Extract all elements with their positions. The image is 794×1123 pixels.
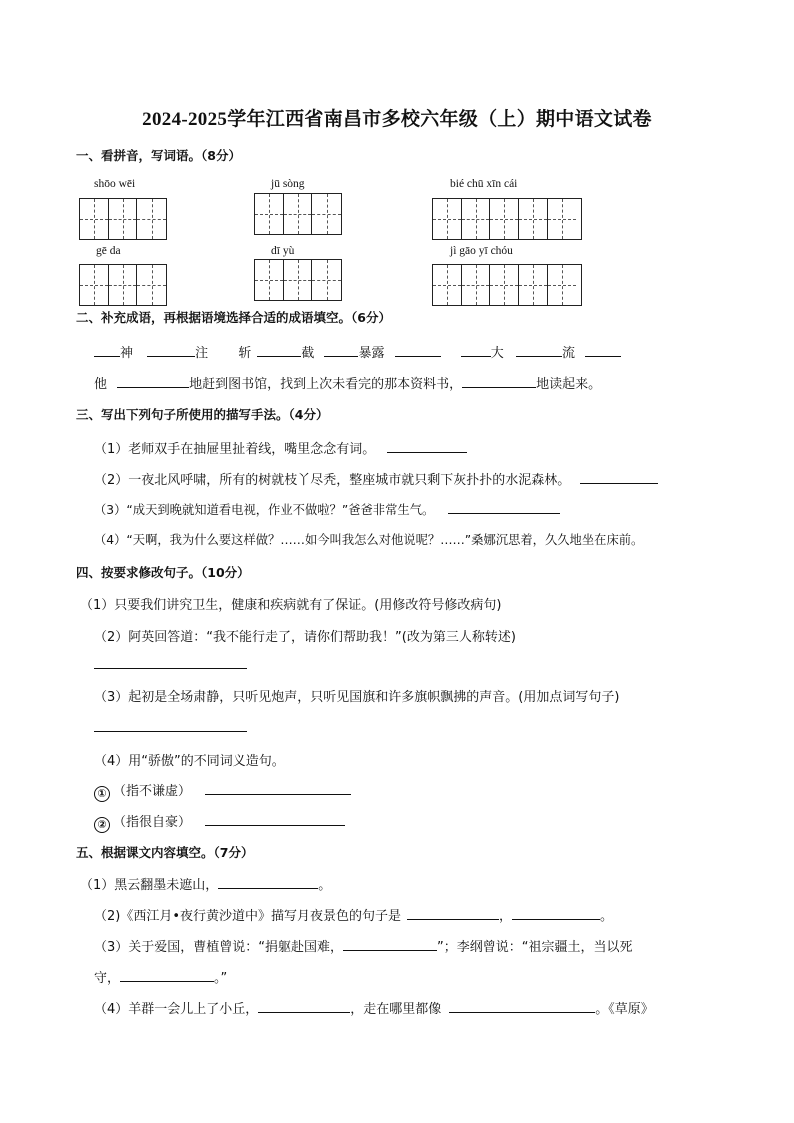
question-text: 。《草原》 [595, 1002, 654, 1017]
choice-text: （指很自豪） [113, 815, 192, 830]
writing-grid-1[interactable] [79, 198, 167, 240]
question-text: 。” [214, 971, 228, 986]
section-1-heading: 一、看拼音，写词语。（8分） [76, 148, 241, 163]
sentence-part: 地赶到图书馆，找到上次未看完的那本资料书， [189, 377, 463, 392]
section-5-heading: 五、根据课文内容填空。（7分） [76, 845, 254, 860]
blank[interactable] [516, 344, 562, 357]
pinyin-6: jì gāo yī chóu [450, 245, 513, 257]
blank[interactable] [461, 344, 491, 357]
question-text: （2）一夜北风呼啸，所有的树就枝丫尽秃，整座城市就只剩下灰扑扑的水泥森林。 [94, 473, 571, 488]
section-2-heading: 二、补充成语，再根据语境选择合适的成语填空。（6分） [76, 310, 391, 325]
idiom-char: 注 [195, 346, 209, 361]
s5-question-3-cont [94, 967, 227, 986]
answer-blank[interactable] [512, 907, 600, 920]
idiom-char: 流 [561, 346, 575, 361]
pinyin-1: shōo wēi [94, 178, 136, 190]
s5-question-1 [80, 874, 331, 893]
question-text: （1）黑云翻墨未遮山， [80, 878, 219, 893]
s4-choice-2 [94, 811, 345, 833]
answer-blank[interactable] [120, 969, 214, 982]
question-text: 。 [600, 909, 614, 924]
answer-blank[interactable] [343, 938, 437, 951]
blank[interactable] [395, 344, 441, 357]
writing-grid-4[interactable] [79, 264, 167, 306]
question-text: ， [499, 909, 513, 924]
question-text: ，走在哪里都像 [350, 1002, 442, 1017]
writing-grid-6[interactable] [432, 264, 582, 306]
idiom-char: 大 [490, 346, 504, 361]
s4-question-2: （2）阿英回答道：“我不能行走了，请你们帮助我！”(改为第三人称转述) [94, 630, 516, 645]
question-text: （3）关于爱国，曹植曾说：“捐躯赴国难， [94, 940, 344, 955]
answer-line[interactable] [94, 731, 247, 732]
choice-text: （指不谦虚） [113, 784, 192, 799]
sentence-part: 地读起来。 [536, 377, 602, 392]
circled-number: ① [94, 786, 110, 802]
blank[interactable] [147, 344, 195, 357]
answer-blank[interactable] [407, 907, 499, 920]
s5-question-3 [94, 936, 633, 955]
section-4-heading: 四、按要求修改句子。（10分） [76, 565, 250, 580]
idiom-row [94, 342, 621, 361]
idiom-char: 神 [120, 346, 134, 361]
answer-line[interactable] [94, 668, 247, 669]
answer-blank[interactable] [205, 782, 351, 795]
pinyin-4: gē da [96, 245, 121, 257]
sentence-part: 他 [94, 377, 108, 392]
pinyin-3: bié chū xīn cái [450, 178, 518, 190]
answer-blank[interactable] [218, 876, 318, 889]
blank[interactable] [324, 344, 358, 357]
exam-title: 2024-2025学年江西省南昌市多校六年级（上）期中语文试卷 [142, 109, 652, 130]
s5-question-4 [94, 998, 654, 1017]
s3-question-2 [94, 469, 658, 488]
answer-blank[interactable] [258, 1000, 350, 1013]
blank[interactable] [117, 375, 189, 388]
question-text: 。 [318, 878, 332, 893]
s4-question-1: （1）只要我们讲究卫生，健康和疾病就有了保证。(用修改符号修改病句) [80, 598, 502, 613]
question-text: ”；李纲曾说：“祖宗疆土，当以死 [437, 940, 633, 955]
s4-choice-1 [94, 780, 351, 802]
idiom-char: 暴露 [358, 346, 385, 361]
s4-question-3: （3）起初是全场肃静，只听见炮声，只听见国旗和许多旗帜飘拂的声音。(用加点词写句子) [94, 690, 620, 705]
answer-blank[interactable] [580, 471, 658, 484]
writing-grid-5[interactable] [254, 259, 342, 301]
question-text: （3）“成天到晚就知道看电视，作业不做啦？”爸爸非常生气。 [94, 503, 435, 517]
s3-question-4: （4）“天啊，我为什么要这样做？……如今叫我怎么对他说呢？……”桑娜沉思着，久久地坐在床前。 [94, 533, 644, 547]
s3-question-1 [94, 438, 467, 457]
section-3-heading: 三、写出下列句子所使用的描写手法。（4分） [76, 407, 329, 422]
blank[interactable] [462, 375, 536, 388]
idiom-context-sentence [94, 373, 601, 392]
answer-blank[interactable] [449, 1000, 595, 1013]
question-text: （1）老师双手在抽屉里扯着线，嘴里念念有词。 [94, 442, 376, 457]
blank[interactable] [257, 344, 301, 357]
blank[interactable] [94, 344, 120, 357]
answer-blank[interactable] [205, 813, 345, 826]
writing-grid-2[interactable] [254, 193, 342, 235]
writing-grid-3[interactable] [432, 198, 582, 240]
idiom-char: 斩 [238, 346, 252, 361]
s4-question-4: （4）用“骄傲”的不同词义造句。 [94, 754, 285, 769]
s5-question-2 [94, 905, 613, 924]
question-text: 守， [94, 971, 121, 986]
question-text: （4）羊群一会儿上了小丘， [94, 1002, 259, 1017]
pinyin-2: jū sòng [271, 178, 305, 190]
question-text: （2)《西江月•夜行黄沙道中》描写月夜景色的句子是 [94, 909, 402, 924]
pinyin-5: dī yù [271, 245, 295, 257]
idiom-char: 截 [301, 346, 315, 361]
answer-blank[interactable] [387, 440, 467, 453]
circled-number: ② [94, 817, 110, 833]
blank[interactable] [585, 344, 621, 357]
s3-question-3 [94, 500, 560, 518]
answer-blank[interactable] [448, 501, 560, 514]
